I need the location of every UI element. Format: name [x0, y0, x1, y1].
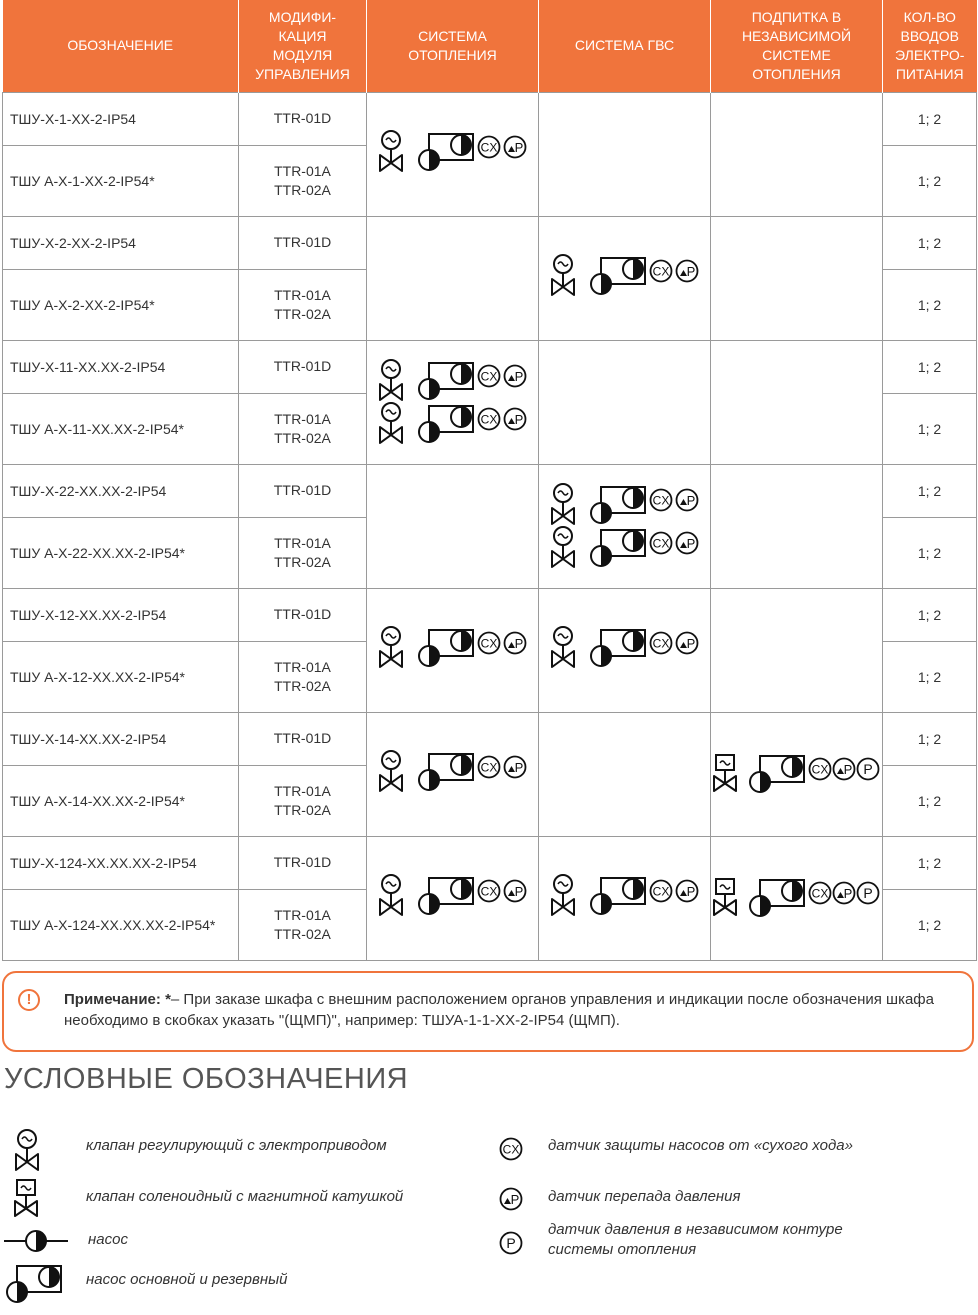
row-module	[239, 641, 367, 712]
heating-cell	[367, 588, 539, 712]
pressure-sensor-icon	[498, 1230, 524, 1256]
dry-run-sensor-icon	[498, 1136, 524, 1162]
row-module	[239, 588, 367, 641]
module-value: TTR-02A	[274, 925, 331, 942]
header-module	[239, 0, 367, 92]
header-inputs-line: ПИТАНИЯ	[895, 65, 964, 82]
module-value: TTR-01D	[273, 110, 332, 126]
legend-solenoid-valve: клапан соленоидный с магнитной катушкой	[86, 1188, 404, 1205]
module-value: TTR-01D	[273, 730, 332, 746]
header-inputs-line: ВВОДОВ	[900, 27, 959, 44]
row-count: 1; 2	[883, 92, 977, 145]
header-makeup-line: НЕЗАВИСИМОЙ	[741, 27, 852, 44]
table-row	[3, 216, 977, 269]
row-count: 1; 2	[883, 464, 977, 517]
makeup-cell	[711, 92, 883, 216]
module-value: TTR-01A	[274, 410, 331, 427]
dhw-cell	[539, 588, 711, 712]
module-value: TTR-01D	[273, 358, 332, 374]
makeup-cell	[711, 836, 883, 960]
row-code: ТШУ А-Х-124-ХХ.ХХ.ХХ-2-IP54*	[3, 889, 239, 960]
header-makeup	[711, 0, 883, 92]
header-inputs-line: КОЛ-ВО	[903, 8, 956, 25]
header-inputs-line: ЭЛЕКТРО-	[895, 46, 965, 63]
row-module	[239, 216, 367, 269]
dhw-cell	[539, 216, 711, 340]
heating-set-icon	[378, 872, 528, 924]
makeup-cell	[711, 464, 883, 588]
makeup-set-icon	[713, 874, 881, 922]
module-value: TTR-01D	[273, 482, 332, 498]
control-valve-icon	[12, 1127, 46, 1173]
header-makeup-line: ОТОПЛЕНИЯ	[752, 65, 841, 82]
heating-double-set-icon	[378, 357, 528, 447]
pump-icon	[4, 1228, 68, 1254]
solenoid-valve-icon	[12, 1177, 46, 1221]
table-row	[3, 464, 977, 517]
row-code: ТШУ-Х-124-ХХ.ХХ.ХХ-2-IP54	[3, 836, 239, 889]
module-value: TTR-01A	[274, 658, 331, 675]
row-code: ТШУ А-Х-14-ХХ.ХХ-2-IP54*	[3, 765, 239, 836]
row-count: 1; 2	[883, 145, 977, 216]
legend-title: УСЛОВНЫЕ ОБОЗНАЧЕНИЯ	[4, 1063, 409, 1095]
module-value: TTR-01A	[274, 534, 331, 551]
makeup-set-icon	[713, 750, 881, 798]
header-module-line: МОДИФИ-	[268, 8, 337, 25]
module-value: TTR-01D	[273, 234, 332, 250]
row-module	[239, 517, 367, 588]
row-module	[239, 145, 367, 216]
legend-control-valve: клапан регулирующий с электроприводом	[86, 1137, 387, 1154]
module-value: TTR-01A	[274, 286, 331, 303]
dhw-set-icon	[550, 624, 700, 676]
legend-pump: насос	[88, 1231, 128, 1248]
exclamation-icon: !	[18, 989, 40, 1011]
module-value: TTR-02A	[274, 677, 331, 694]
table-row	[3, 340, 977, 393]
dhw-double-set-icon	[550, 481, 700, 571]
diff-pressure-sensor-icon	[498, 1186, 524, 1212]
row-count: 1; 2	[883, 269, 977, 340]
row-module	[239, 393, 367, 464]
table-row	[3, 588, 977, 641]
module-value: TTR-02A	[274, 801, 331, 818]
row-module	[239, 464, 367, 517]
row-code: ТШУ-Х-1-ХХ-2-IP54	[3, 92, 239, 145]
module-value: TTR-01A	[274, 162, 331, 179]
row-module	[239, 889, 367, 960]
makeup-cell	[711, 340, 883, 464]
legend-pressure: датчик давления в независимом контуре системы отопления	[548, 1221, 843, 1258]
legend-dry-run: датчик защиты насосов от «сухого хода»	[548, 1137, 853, 1154]
table-row	[3, 712, 977, 765]
heating-cell	[367, 216, 539, 340]
dhw-set-icon	[550, 872, 700, 924]
header-heating-line: ОТОПЛЕНИЯ	[408, 46, 497, 63]
header-dhw: СИСТЕМА ГВС	[539, 0, 711, 92]
heating-cell	[367, 712, 539, 836]
header-makeup-line: СИСТЕМЕ	[762, 46, 831, 63]
row-module	[239, 712, 367, 765]
row-code: ТШУ-Х-14-ХХ.ХХ-2-IP54	[3, 712, 239, 765]
row-count: 1; 2	[883, 517, 977, 588]
row-code: ТШУ А-Х-1-ХХ-2-IP54*	[3, 145, 239, 216]
row-count: 1; 2	[883, 216, 977, 269]
module-value: TTR-01D	[273, 606, 332, 622]
heating-set-icon	[378, 624, 528, 676]
row-code: ТШУ-Х-11-ХХ.ХХ-2-IP54	[3, 340, 239, 393]
pump-pair-icon	[2, 1262, 72, 1306]
dhw-cell	[539, 92, 711, 216]
row-module	[239, 340, 367, 393]
row-count: 1; 2	[883, 712, 977, 765]
heating-cell	[367, 92, 539, 216]
legend-pump-pair: насос основной и резервный	[86, 1271, 288, 1288]
row-count: 1; 2	[883, 393, 977, 464]
dhw-cell	[539, 340, 711, 464]
module-value: TTR-01A	[274, 906, 331, 923]
module-value: TTR-02A	[274, 181, 331, 198]
table-row	[3, 92, 977, 145]
row-code: ТШУ А-Х-22-ХХ.ХХ-2-IP54*	[3, 517, 239, 588]
cabinet-table	[2, 0, 977, 961]
dhw-set-icon	[550, 252, 700, 304]
table-header-row	[3, 0, 977, 92]
row-module	[239, 836, 367, 889]
heating-set-icon	[378, 748, 528, 800]
module-value: TTR-02A	[274, 305, 331, 322]
row-code: ТШУ А-Х-11-ХХ.ХХ-2-IP54*	[3, 393, 239, 464]
row-count: 1; 2	[883, 641, 977, 712]
heating-set-icon	[378, 128, 528, 180]
module-value: TTR-01A	[274, 782, 331, 799]
heating-cell	[367, 340, 539, 464]
row-count: 1; 2	[883, 765, 977, 836]
dhw-cell	[539, 712, 711, 836]
row-code: ТШУ-Х-2-ХХ-2-IP54	[3, 216, 239, 269]
row-code: ТШУ-Х-22-ХХ.ХХ-2-IP54	[3, 464, 239, 517]
heating-cell	[367, 836, 539, 960]
row-count: 1; 2	[883, 588, 977, 641]
note-text	[64, 989, 964, 1031]
module-value: TTR-01D	[273, 854, 332, 870]
header-designation: ОБОЗНАЧЕНИЕ	[3, 0, 239, 92]
header-heating	[367, 0, 539, 92]
table-row	[3, 836, 977, 889]
header-makeup-line: ПОДПИТКА В	[751, 8, 842, 25]
legend-diff-pressure: датчик перепада давления	[548, 1188, 741, 1205]
row-code: ТШУ А-Х-12-ХХ.ХХ-2-IP54*	[3, 641, 239, 712]
row-code: ТШУ А-Х-2-ХХ-2-IP54*	[3, 269, 239, 340]
header-module-line: УПРАВЛЕНИЯ	[255, 65, 350, 82]
row-count: 1; 2	[883, 889, 977, 960]
row-count: 1; 2	[883, 836, 977, 889]
row-count: 1; 2	[883, 340, 977, 393]
note-box	[2, 971, 974, 1052]
header-module-line: КАЦИЯ	[278, 27, 327, 44]
note-label: Примечание: *	[64, 991, 171, 1008]
module-value: TTR-02A	[274, 429, 331, 446]
module-value: TTR-02A	[274, 553, 331, 570]
header-inputs	[883, 0, 977, 92]
heating-cell	[367, 464, 539, 588]
row-module	[239, 269, 367, 340]
header-module-line: МОДУЛЯ	[272, 46, 333, 63]
makeup-cell	[711, 588, 883, 712]
dhw-cell	[539, 464, 711, 588]
row-code: ТШУ-Х-12-ХХ.ХХ-2-IP54	[3, 588, 239, 641]
header-heating-line: СИСТЕМА	[418, 27, 487, 44]
makeup-cell	[711, 216, 883, 340]
note-body: – При заказе шкафа с внешним расположением органов управления и индикации после обозначения шкафа необходимо в скобках указать "(ЩМП)", например: ТШУА-1-1-ХХ-2-IP54 (ЩМП).	[64, 991, 934, 1029]
row-module	[239, 92, 367, 145]
dhw-cell	[539, 836, 711, 960]
makeup-cell	[711, 712, 883, 836]
row-module	[239, 765, 367, 836]
